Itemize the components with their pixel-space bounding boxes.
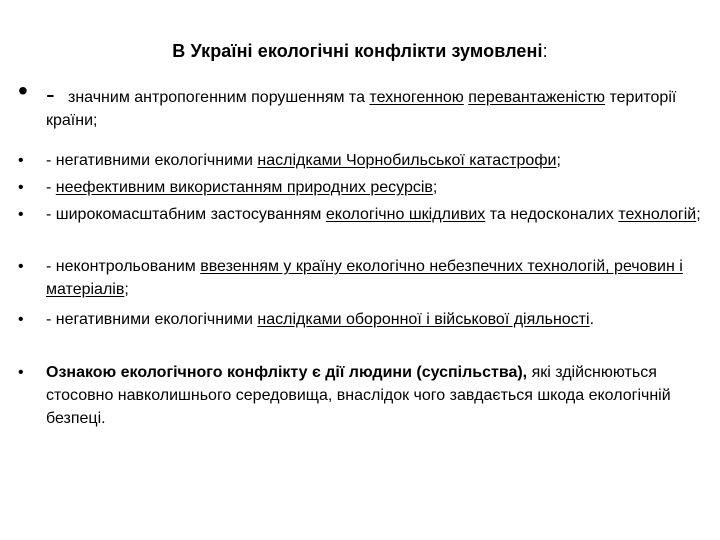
bullet-item bbox=[18, 176, 706, 199]
bullet-text bbox=[46, 86, 706, 132]
text-run: ; bbox=[556, 152, 561, 169]
text-run: - широкомасштабним застосуванням bbox=[46, 206, 326, 223]
underlined-term: перевантаженістю bbox=[468, 89, 606, 106]
bullet-text bbox=[46, 149, 706, 172]
bullet-text bbox=[46, 176, 706, 199]
bullet-item bbox=[18, 308, 706, 331]
bold-text: Ознакою екологічного конфлікту є дії людини (суспільства), bbox=[46, 364, 528, 381]
underlined-term: технологій bbox=[618, 206, 697, 223]
bullet-dot-icon: • bbox=[18, 311, 24, 328]
bullet-dot-icon: • bbox=[18, 364, 24, 381]
bullet-item bbox=[18, 203, 706, 226]
text-run: . bbox=[589, 311, 595, 328]
bullet-dash: - bbox=[46, 79, 55, 109]
text-run: та недосконалих bbox=[485, 206, 619, 223]
text-run: ; bbox=[432, 179, 438, 196]
underlined-term: наслідками оборонної і військової діяльності bbox=[257, 311, 590, 328]
bullet-text bbox=[46, 361, 706, 430]
bullet-dot-icon: • bbox=[18, 206, 24, 223]
underlined-term: техногенною bbox=[369, 89, 464, 106]
text-run: - неконтрольованим bbox=[46, 258, 201, 275]
underlined-term: неефективним використанням природних ресурсів bbox=[55, 179, 433, 196]
text-run: які здійснюються стосовно навколишнього середовища, внаслідок чого завдається шкода екологічній безпеці. bbox=[46, 364, 671, 427]
text-run: - негативними екологічними bbox=[46, 152, 258, 169]
underlined-term: екологічно шкідливих bbox=[325, 206, 486, 223]
bullet-dot-icon: • bbox=[18, 75, 28, 106]
slide-title-colon: : bbox=[542, 41, 548, 61]
text-run: ; bbox=[696, 206, 701, 223]
bullet-item bbox=[18, 149, 706, 172]
text-run: території країни; bbox=[46, 89, 677, 129]
bullet-item bbox=[18, 75, 706, 132]
text-run: ; bbox=[124, 281, 129, 298]
slide-title bbox=[0, 41, 720, 62]
slide-title-text: В Україні екологічні конфлікти зумовлені bbox=[172, 41, 543, 61]
text-run: - негативними екологічними bbox=[46, 311, 258, 328]
bullet-dot-icon: • bbox=[18, 258, 24, 275]
bullet-text bbox=[46, 255, 706, 301]
bullet-text bbox=[46, 203, 706, 226]
underlined-term: наслідками Чорнобильської катастрофи bbox=[257, 152, 557, 169]
bullet-text bbox=[46, 308, 706, 331]
bullet-dot-icon: • bbox=[18, 152, 24, 169]
bullet-dot-icon: • bbox=[18, 179, 24, 196]
bullet-item bbox=[18, 255, 706, 301]
underlined-term: ввезенням у країну екологічно небезпечних технологій, речовин і матеріалів bbox=[46, 258, 683, 298]
bullet-item bbox=[18, 361, 706, 430]
text-run: - bbox=[46, 179, 56, 196]
text-run: значним антропогенним порушенням та bbox=[68, 89, 370, 106]
